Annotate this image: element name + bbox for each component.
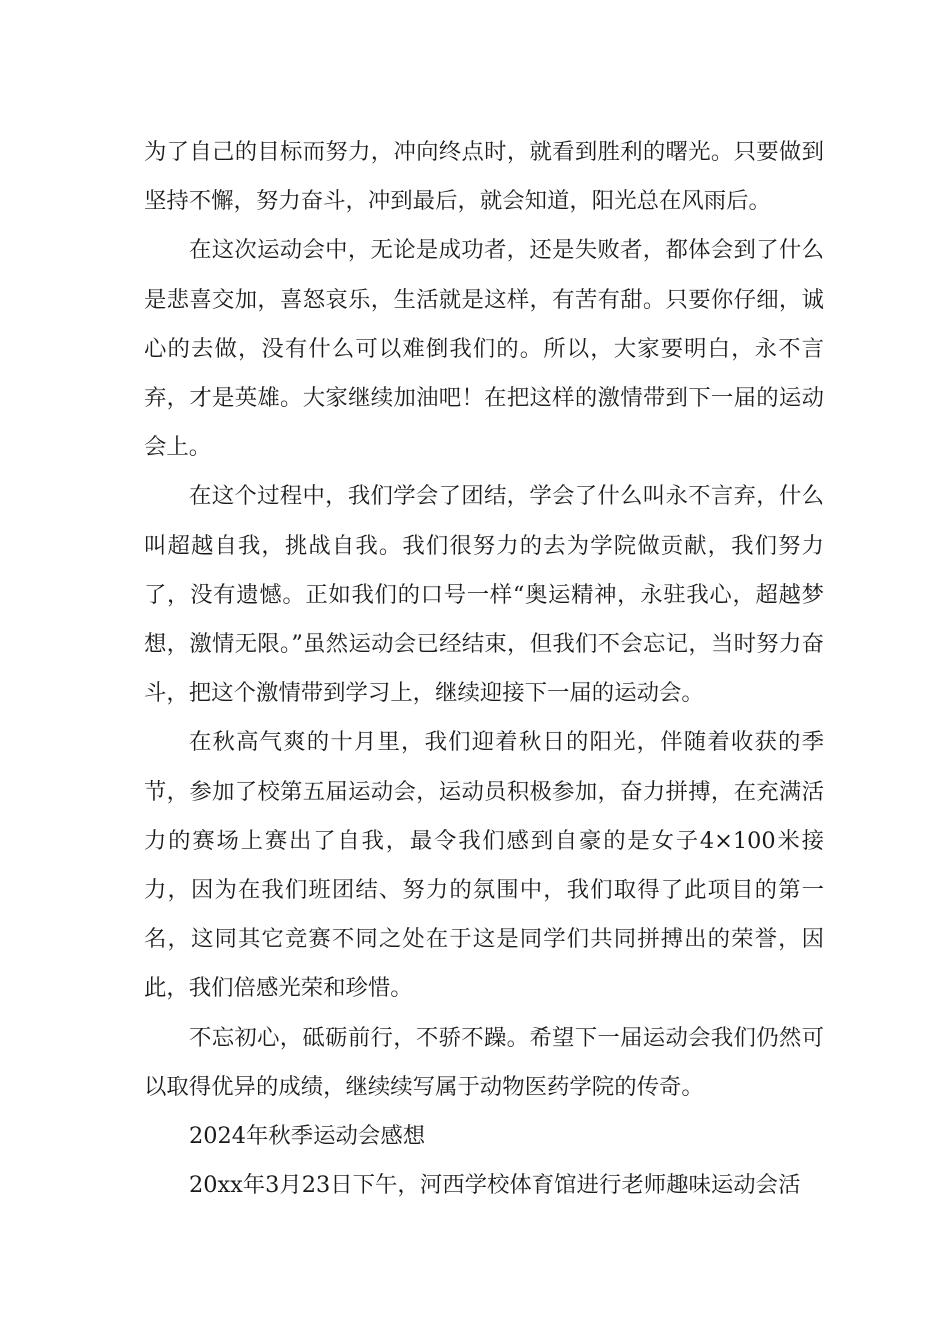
document-body: [144, 128, 824, 1210]
paragraph-closing: 不忘初心，砥砺前行，不骄不躁。希望下一届运动会我们仍然可以取得优异的成绩，继续续写属于动物医药学院的传奇。: [144, 1024, 824, 1100]
paragraph-continuation: 为了自己的目标而努力，冲向终点时，就看到胜利的曙光。只要做到坚持不懈，努力奋斗，冲到最后，就会知道，阳光总在风雨后。: [144, 139, 824, 215]
paragraph-autumn-games: 在秋高气爽的十月里，我们迎着秋日的阳光，伴随着收获的季节，参加了校第五届运动会，运动员积极参加，奋力拼搏，在充满活力的赛场上赛出了自我，最令我们感到自豪的是女子4×100米接力，因为在我们班团结、努力的氛围中，我们取得了此项目的第一名，这同其它竞赛不同之处在于这是同学们共同拼搏出的荣誉，因此，我们倍感光荣和珍惜。: [144, 729, 824, 1002]
paragraph-reflection: 在这次运动会中，无论是成功者，还是失败者，都体会到了什么是悲喜交加，喜怒哀乐，生活就是这样，有苦有甜。只要你仔细，诚心的去做，没有什么可以难倒我们的。所以，大家要明白，永不言弃，才是英雄。大家继续加油吧！在把这样的激情带到下一届的运动会上。: [144, 237, 824, 461]
paragraph-teamwork: 在这个过程中，我们学会了团结，学会了什么叫永不言弃，什么叫超越自我，挑战自我。我们很努力的去为学院做贡献，我们努力了，没有遗憾。正如我们的口号一样“奥运精神，永驻我心，超越梦想，激情无限。”虽然运动会已经结束，但我们不会忘记，当时努力奋斗，把这个激情带到学习上，继续迎接下一届的运动会。: [144, 483, 824, 707]
section-heading: 2024年秋季运动会感想: [189, 1123, 426, 1150]
paragraph-new-section: 20xx年3月23日下午，河西学校体育馆进行老师趣味运动会活: [189, 1172, 801, 1199]
